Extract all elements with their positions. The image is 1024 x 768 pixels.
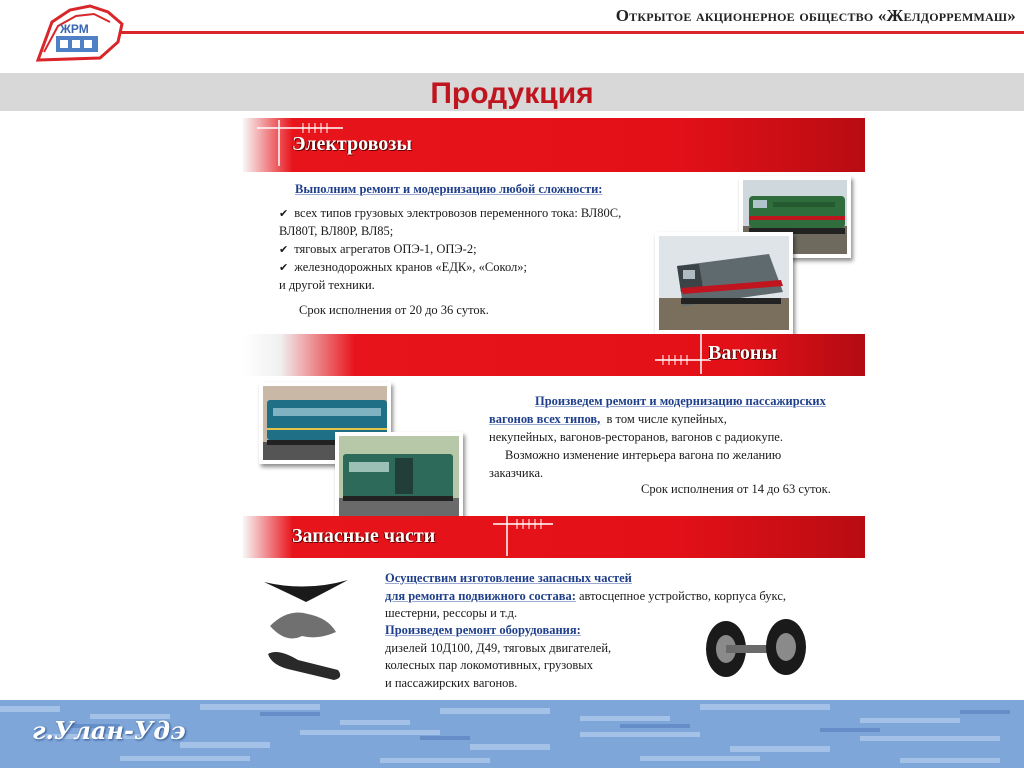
wagons-term: Срок исполнения от 14 до 63 суток. xyxy=(641,482,831,496)
parts-line-3: дизелей 10Д100, Д49, тяговых двигателей, xyxy=(385,641,612,655)
section-heading-wagons: Вагоны xyxy=(708,342,778,364)
list-item: ✔ железнодорожных кранов «ЕДК», «Сокол»; xyxy=(279,260,528,274)
check-icon: ✔ xyxy=(279,262,289,274)
wagon-photo-green xyxy=(335,432,463,522)
city-label: г.Улан-Удэ xyxy=(32,716,186,745)
coupler-icon xyxy=(270,613,336,639)
spare-parts-images xyxy=(258,574,354,686)
list-item-continuation: и другой техники. xyxy=(279,278,375,292)
axle-box-icon xyxy=(268,652,340,680)
spring-icon xyxy=(264,580,348,602)
wagons-line-1: вагонов всех типов, в том числе купейных, xyxy=(489,412,727,426)
section-heading-parts: Запасные части xyxy=(292,525,436,547)
parts-lead-3: Произведем ремонт оборудования: xyxy=(385,623,581,637)
grid-decoration xyxy=(493,516,555,558)
page-title: Продукция xyxy=(430,77,594,110)
company-logo xyxy=(30,2,130,64)
electric-term: Срок исполнения от 20 до 36 суток. xyxy=(299,303,489,317)
parts-line-5: и пассажирских вагонов. xyxy=(385,676,518,690)
list-item-continuation: ВЛ80Т, ВЛ80Р, ВЛ85; xyxy=(279,224,394,238)
company-name: Открытое акционерное общество «Желдорреммаш» xyxy=(615,6,1016,25)
locomotive-photo-grey xyxy=(655,232,793,334)
wagons-line-2: некупейных, вагонов-ресторанов, вагонов с радиокупе. xyxy=(489,430,783,444)
parts-line-1: для ремонта подвижного состава: автосцепное устройство, корпуса букс, xyxy=(385,589,786,603)
header-rule xyxy=(120,31,1024,34)
parts-line-2: шестерни, рессоры и т.д. xyxy=(385,606,518,620)
check-icon: ✔ xyxy=(279,208,289,220)
grid-decoration xyxy=(655,334,715,376)
list-item: ✔ тяговых агрегатов ОПЭ-1, ОПЭ-2; xyxy=(279,242,477,256)
check-icon: ✔ xyxy=(279,244,289,256)
section-heading-electric: Электровозы xyxy=(292,133,412,155)
products-panel xyxy=(243,118,865,560)
list-item: ✔ всех типов грузовых электровозов переменного тока: ВЛ80С, xyxy=(279,206,622,220)
electric-lead: Выполним ремонт и модернизацию любой сложности: xyxy=(295,182,603,196)
wagons-line-4: заказчика. xyxy=(489,466,544,480)
wagons-lead-1: Произведем ремонт и модернизацию пассажирских xyxy=(535,394,826,408)
parts-lead-1: Осуществим изготовление запасных частей xyxy=(385,571,632,585)
wheelset-image xyxy=(702,617,814,679)
parts-line-4: колесных пар локомотивных, грузовых xyxy=(385,658,593,672)
logo-text: ЖРМ xyxy=(60,22,89,36)
wagons-line-3: Возможно изменение интерьера вагона по желанию xyxy=(505,448,782,462)
